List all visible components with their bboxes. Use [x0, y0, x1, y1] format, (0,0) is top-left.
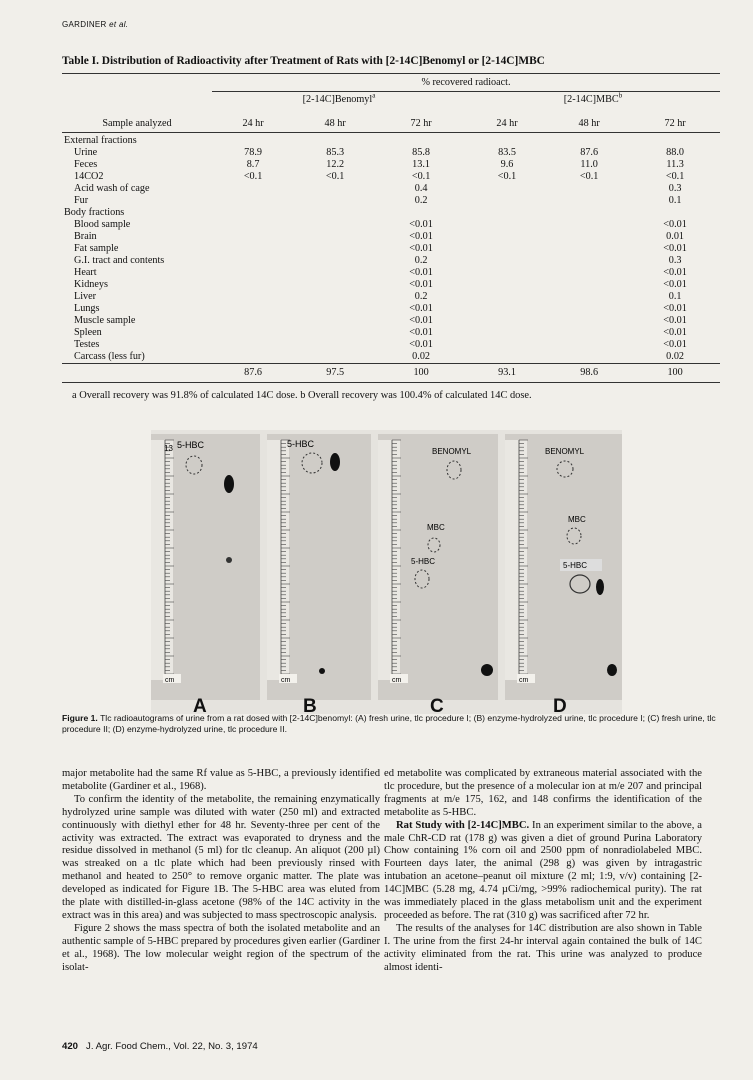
table-cell [294, 291, 376, 303]
svg-text:5-HBC: 5-HBC [411, 557, 436, 566]
table-cell [294, 279, 376, 291]
panel-b-letter: B [303, 696, 317, 717]
table-cell: <0.01 [409, 315, 433, 326]
table-cell: <0.01 [409, 243, 433, 254]
time-header: 48 hr [548, 106, 630, 133]
row-label: Acid wash of cage [74, 183, 150, 194]
table-cell [212, 327, 294, 339]
table-cell [466, 133, 548, 148]
table-cell: <0.01 [663, 219, 687, 230]
table-cell [466, 339, 548, 351]
table-cell [212, 195, 294, 207]
panel-c-plate [378, 434, 498, 700]
table-row [62, 147, 720, 159]
svg-text:cm: cm [281, 677, 291, 684]
paragraph [62, 794, 380, 923]
table-cell [294, 133, 376, 148]
table-cell: <0.1 [579, 171, 599, 182]
row-label: Kidneys [74, 279, 108, 290]
table-cell [466, 183, 548, 195]
time-header: 72 hr [630, 106, 720, 133]
panel-c-letter: C [430, 696, 444, 717]
table-row [62, 219, 720, 231]
row-label: Fat sample [74, 243, 119, 254]
row-label: Spleen [74, 327, 102, 338]
table-cell [294, 255, 376, 267]
table-cell: 8.7 [246, 159, 260, 170]
row-label: Brain [74, 231, 97, 242]
table-cell [466, 243, 548, 255]
table-cell: <0.01 [409, 231, 433, 242]
svg-text:MBC: MBC [568, 515, 586, 524]
total-cell: 100 [376, 364, 466, 383]
body-column-right [384, 768, 702, 975]
table-cell [548, 231, 630, 243]
svg-text:5-HBC: 5-HBC [287, 439, 315, 449]
table-cell [294, 195, 376, 207]
table-cell: <0.01 [663, 327, 687, 338]
table-cell [212, 303, 294, 315]
table-cell [548, 303, 630, 315]
row-label: Lungs [74, 303, 100, 314]
table-cell: 83.5 [498, 147, 516, 158]
table-cell [212, 207, 294, 219]
table-cell [294, 183, 376, 195]
table-cell [294, 327, 376, 339]
paragraph-text: Figure 2 shows the mass spectra of both the isolated metabolite and an authentic sample of 5-HBC prepared by procedures given earlier (Gardiner et al., 1968). The low molecular weight region of the spectrum of the isolat- [62, 922, 380, 973]
table-cell [466, 231, 548, 243]
svg-text:5-HBC: 5-HBC [563, 561, 588, 570]
table-cell: 0.3 [668, 255, 682, 266]
table-cell: 88.0 [666, 147, 684, 158]
total-cell: 100 [630, 364, 720, 383]
svg-text:13: 13 [164, 444, 173, 453]
row-label: 14CO2 [74, 171, 104, 182]
paragraph-text: The results of the analyses for 14C distribution are also shown in Table I. The urine from the first 24-hr interval again contained the bulk of 14C activity eliminated from the rat. This urine was analyzed to produce almost identi- [384, 922, 702, 973]
totals-label [62, 364, 212, 383]
table-row [62, 291, 720, 303]
table-cell: <0.01 [663, 243, 687, 254]
page-footer: 420 J. Agr. Food Chem., Vol. 22, No. 3, 1974 [62, 1041, 258, 1052]
figure-1-radioautograms [151, 430, 622, 717]
table-row [62, 159, 720, 171]
time-header: 24 hr [466, 106, 548, 133]
table-cell [630, 207, 720, 219]
table-cell [212, 133, 294, 148]
span-header: % recovered radioact. [212, 74, 720, 92]
table-cell [376, 207, 466, 219]
table-cell: 11.3 [666, 159, 684, 170]
table-cell [630, 133, 720, 148]
table-cell: 0.01 [666, 231, 684, 242]
total-cell: 98.6 [548, 364, 630, 383]
panel-a-plate [151, 434, 260, 700]
table-cell: <0.1 [411, 171, 431, 182]
time-header: 24 hr [212, 106, 294, 133]
table-cell [548, 291, 630, 303]
table-cell [548, 133, 630, 148]
table-row [62, 243, 720, 255]
table-cell: <0.01 [663, 279, 687, 290]
table-cell [294, 243, 376, 255]
table-cell [548, 255, 630, 267]
table-cell [548, 219, 630, 231]
svg-text:BENOMYL: BENOMYL [432, 447, 472, 456]
table-cell: 0.2 [414, 195, 428, 206]
table-cell [548, 207, 630, 219]
row-label: Feces [74, 159, 98, 170]
panel-b-plate [267, 434, 371, 700]
table-cell [212, 243, 294, 255]
row-label: Carcass (less fur) [74, 351, 145, 362]
table-cell: <0.01 [409, 267, 433, 278]
svg-text:cm: cm [519, 677, 529, 684]
row-label: Fur [74, 195, 89, 206]
table-cell [548, 267, 630, 279]
table-cell: <0.01 [663, 267, 687, 278]
table-footnote: a Overall recovery was 91.8% of calculated 14C dose. b Overall recovery was 100.4% of calculated 14C dose. [72, 390, 532, 401]
table-cell [548, 351, 630, 364]
paragraph [62, 923, 380, 975]
table-cell: <0.1 [665, 171, 685, 182]
row-label: Testes [74, 339, 100, 350]
table-row [62, 171, 720, 183]
table-cell [548, 243, 630, 255]
paragraph-heading: Rat Study with [2-14C]MBC. [396, 819, 530, 831]
table-row [62, 207, 720, 219]
table-row [62, 255, 720, 267]
table-cell [548, 183, 630, 195]
table-row [62, 339, 720, 351]
panel-b [267, 434, 371, 717]
row-label: Body fractions [64, 207, 125, 218]
table-row [62, 267, 720, 279]
table-cell: 9.6 [500, 159, 514, 170]
row-label: Blood sample [74, 219, 131, 230]
table-row [62, 195, 720, 207]
paragraph [384, 820, 702, 923]
table-cell [212, 231, 294, 243]
table-row [62, 315, 720, 327]
table-cell [548, 279, 630, 291]
row-label: G.I. tract and contents [74, 255, 165, 266]
paragraph-text: ed metabolite was complicated by extraneous material associated with the tlc procedure, but the presence of a molecular ion at m/e 207 and principal fragments at m/e 175, 162, and 148 confirms the identification of the metabolite as 5-HBC. [384, 768, 702, 818]
sample-column-header: Sample analyzed [62, 106, 212, 133]
paragraph-text: In an experiment similar to the above, a male ChR-CD rat (178 g) was given a diet of ground Purina Laboratory Chow containing 1% corn oil and 2500 ppm of nonradiolabeled MBC. Fourteen days later, the animal (298 g) was given by intragastric intubation an acetone–peanut oil mixture (2 ml; 1:9, v/v) containing [2-14C]MBC (5.28 mg, 4.74 µCi/mg, >99% radiochemical purity). The rat was immediately placed in the glass metabolism unit and the experiment proceeded as before. The rat (310 g) was sacrificed after 72 hr. [384, 819, 703, 921]
group-mbc-header: [2-14C]MBC$^b$ [466, 92, 720, 107]
row-label: Muscle sample [74, 315, 136, 326]
table-cell: <0.01 [409, 279, 433, 290]
table-cell: <0.01 [409, 339, 433, 350]
table-cell [294, 339, 376, 351]
running-head: GARDINER et al. [62, 20, 129, 29]
table-cell: 0.3 [668, 183, 682, 194]
table-cell: 0.1 [668, 195, 682, 206]
table-row [62, 303, 720, 315]
table-cell [376, 133, 466, 148]
table-cell [212, 219, 294, 231]
table-cell [548, 315, 630, 327]
table-cell [212, 255, 294, 267]
table-cell [466, 303, 548, 315]
table-cell [212, 351, 294, 364]
table-cell [294, 231, 376, 243]
table-cell: 85.3 [326, 147, 345, 158]
panel-c [378, 434, 498, 717]
radioactivity-table [62, 73, 720, 383]
table-row [62, 279, 720, 291]
paragraph-text: To confirm the identity of the metabolite, the remaining enzymatically hydrolyzed urine sample was diluted with water (250 ml) and extracted continuously with diethyl ether for 48 hr. Seventy-three per cent of the activity was extracted. The extract was evaporated to dryness and the residue dissolved in methanol (5 ml) for tlc cleanup. An aliquot (200 µl) was streaked on a tlc plate which had been previously rinsed with methanol and heated to 250° to remove organic matter. The plate was developed as indicated for Figure 1B. The 5-HBC area was eluted from the plate with distilled-in-glass acetone (98% of the 14C activity in the extract was in this area) and was subjected to mass spectroscopic analysis. [62, 793, 380, 921]
table-cell [212, 279, 294, 291]
row-label: Heart [74, 267, 97, 278]
table-cell [212, 267, 294, 279]
table-cell: 0.4 [414, 183, 428, 194]
table-cell: <0.01 [409, 327, 433, 338]
table-cell: <0.01 [663, 303, 687, 314]
table-cell: 11.0 [580, 159, 598, 170]
table-cell: 12.2 [326, 159, 345, 170]
totals-row [62, 364, 720, 383]
table-cell: <0.01 [409, 219, 433, 230]
svg-text:cm: cm [165, 677, 175, 684]
table-row [62, 133, 720, 148]
table-cell: 13.1 [412, 159, 430, 170]
table-cell [294, 207, 376, 219]
table-cell [466, 279, 548, 291]
paragraph [62, 768, 380, 794]
group-benomyl-header: [2-14C]Benomyl$^a$ [212, 92, 466, 107]
table-cell: 0.1 [668, 291, 682, 302]
table-cell [466, 327, 548, 339]
table-cell [212, 315, 294, 327]
table-row [62, 183, 720, 195]
time-header: 72 hr [376, 106, 466, 133]
body-column-left [62, 768, 380, 975]
table-cell [466, 255, 548, 267]
table-cell [212, 291, 294, 303]
panel-d [505, 434, 622, 717]
table-cell: <0.01 [663, 339, 687, 350]
table-cell: 85.8 [412, 147, 430, 158]
panel-a-letter: A [193, 696, 207, 717]
table-cell [548, 339, 630, 351]
table-row [62, 327, 720, 339]
table-cell: 0.02 [666, 351, 684, 362]
table-cell: <0.01 [409, 303, 433, 314]
table-cell [548, 195, 630, 207]
paragraph [384, 923, 702, 975]
table-caption: Table I. Distribution of Radioactivity after Treatment of Rats with [2-14C]Benomyl or [2-14C]MBC [62, 55, 545, 67]
table-cell [466, 219, 548, 231]
table-cell: 0.2 [414, 255, 428, 266]
table-row [62, 231, 720, 243]
table-cell [294, 267, 376, 279]
table-cell [466, 195, 548, 207]
table-cell [294, 315, 376, 327]
table-cell: <0.1 [243, 171, 263, 182]
spot-label-5hbc: 5-HBC [177, 440, 205, 450]
table-cell: <0.1 [325, 171, 345, 182]
table-cell [294, 351, 376, 364]
table-cell: 87.6 [580, 147, 599, 158]
table-cell: <0.1 [497, 171, 517, 182]
table-cell [466, 351, 548, 364]
table-cell [466, 207, 548, 219]
row-label: External fractions [64, 135, 137, 146]
panel-a [151, 434, 260, 717]
time-header: 48 hr [294, 106, 376, 133]
table-cell [294, 219, 376, 231]
table-cell [212, 183, 294, 195]
table-cell: <0.01 [663, 315, 687, 326]
table-cell: 0.02 [412, 351, 430, 362]
table-cell [466, 267, 548, 279]
paragraph [384, 768, 702, 820]
table-cell [466, 291, 548, 303]
row-label: Urine [74, 147, 98, 158]
table-row [62, 351, 720, 364]
svg-text:BENOMYL: BENOMYL [545, 447, 585, 456]
total-cell: 87.6 [212, 364, 294, 383]
panel-d-letter: D [553, 696, 567, 717]
table-cell: 0.2 [414, 291, 428, 302]
figure-caption: Figure 1. Tlc radioautograms of urine from a rat dosed with [2-14C]benomyl: (A) fresh urine, tlc procedure I; (B) enzyme-hydrolyzed urine, tlc procedure I; (C) fresh urine, tlc procedure II; (D) enzyme-hydrolyzed urine, tlc procedure II. [62, 713, 716, 734]
table-cell: 78.9 [244, 147, 262, 158]
table-cell [548, 327, 630, 339]
svg-text:MBC: MBC [427, 523, 445, 532]
panel-d-plate [505, 434, 622, 700]
table-cell [294, 303, 376, 315]
total-cell: 97.5 [294, 364, 376, 383]
row-label: Liver [74, 291, 97, 302]
paragraph-text: major metabolite had the same Rf value as 5-HBC, a previously identified metabolite (Gardiner et al., 1968). [62, 768, 380, 792]
svg-text:cm: cm [392, 677, 402, 684]
table-cell [466, 315, 548, 327]
total-cell: 93.1 [466, 364, 548, 383]
table-cell [212, 339, 294, 351]
